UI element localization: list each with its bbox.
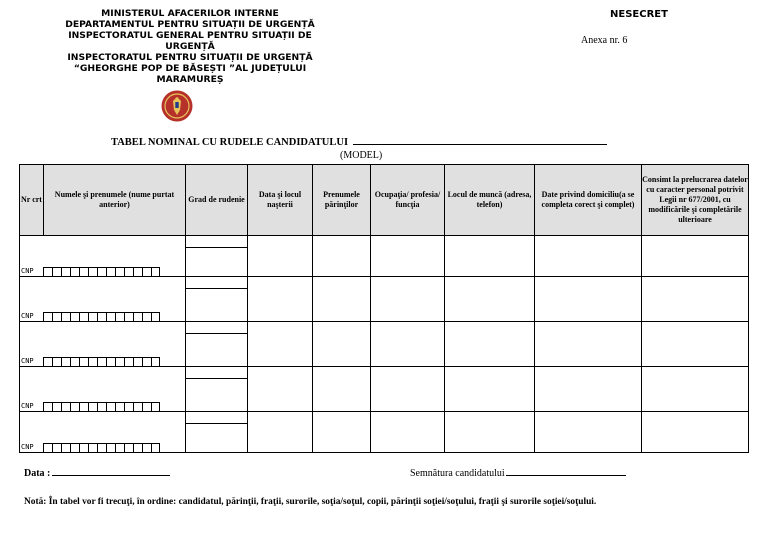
data-cell[interactable] <box>642 236 749 277</box>
cnp-digit-box[interactable] <box>142 402 151 411</box>
cnp-digit-box[interactable] <box>43 357 52 366</box>
data-cell[interactable] <box>371 277 445 322</box>
cnp-digit-box[interactable] <box>106 443 115 452</box>
cnp-field[interactable] <box>20 401 185 411</box>
cnp-digit-box[interactable] <box>115 267 124 276</box>
institution-header <box>40 8 340 85</box>
cnp-digit-box[interactable] <box>52 402 61 411</box>
coat-of-arms-icon <box>161 90 193 122</box>
cell-divider <box>186 247 247 248</box>
cnp-digit-box[interactable] <box>79 312 88 321</box>
data-cell[interactable] <box>248 322 313 367</box>
header-line-4: URGENȚĂ <box>165 41 215 52</box>
cnp-digit-box[interactable] <box>142 443 151 452</box>
table-row <box>20 412 749 453</box>
data-cell[interactable] <box>313 277 371 322</box>
header-line-1: MINISTERUL AFACERILOR INTERNE <box>101 8 279 19</box>
table-header-row <box>20 165 749 236</box>
cnp-digit-box[interactable] <box>79 267 88 276</box>
col-birth: Data şi locul naşterii <box>248 165 313 236</box>
annex-label: Anexa nr. 6 <box>581 35 628 46</box>
table-row <box>20 277 749 322</box>
data-cell[interactable] <box>642 277 749 322</box>
model-label: (MODEL) <box>340 150 383 161</box>
data-cell[interactable] <box>445 412 535 453</box>
data-cell[interactable] <box>445 367 535 412</box>
data-cell[interactable] <box>535 236 642 277</box>
name-cell[interactable] <box>20 367 186 412</box>
header-line-6: “GHEORGHE POP DE BĂSEȘTI ”AL JUDEȚULUI <box>73 63 307 74</box>
cnp-digit-box[interactable] <box>88 312 97 321</box>
cnp-digit-box[interactable] <box>97 443 106 452</box>
cnp-field[interactable] <box>20 356 185 366</box>
cnp-digit-box[interactable] <box>124 357 133 366</box>
col-consent: Consimt la prelucrarea datelor cu caracter personal potrivit Legii nr 677/2001, cu modificările şi completările ulterioare <box>642 165 749 236</box>
cnp-digit-box[interactable] <box>151 402 160 411</box>
data-cell[interactable] <box>248 412 313 453</box>
cnp-label: CNP <box>21 402 34 410</box>
cnp-digit-box[interactable] <box>97 402 106 411</box>
data-cell[interactable] <box>535 322 642 367</box>
col-parents: Prenumele părinţilor <box>313 165 371 236</box>
header-line-5: INSPECTORATUL PENTRU SITUAȚII DE URGENȚĂ <box>67 52 313 63</box>
cell-divider <box>186 333 247 334</box>
cnp-digit-box[interactable] <box>43 402 52 411</box>
cnp-digit-box[interactable] <box>133 443 142 452</box>
cnp-field[interactable] <box>20 311 185 321</box>
cnp-field[interactable] <box>20 442 185 452</box>
data-cell[interactable] <box>313 322 371 367</box>
header-line-2: DEPARTAMENTUL PENTRU SITUAȚII DE URGENȚĂ <box>65 19 315 30</box>
relationship-cell[interactable] <box>186 277 248 322</box>
header-line-3: INSPECTORATUL GENERAL PENTRU SITUAȚII DE <box>68 30 312 41</box>
cnp-digit-box[interactable] <box>88 443 97 452</box>
table-row <box>20 236 749 277</box>
cnp-digit-box[interactable] <box>115 357 124 366</box>
cnp-digit-box[interactable] <box>133 357 142 366</box>
signature-line[interactable] <box>506 466 626 476</box>
cnp-digit-box[interactable] <box>43 312 52 321</box>
cnp-digit-box[interactable] <box>115 443 124 452</box>
data-cell[interactable] <box>248 277 313 322</box>
cnp-digit-box[interactable] <box>52 357 61 366</box>
cnp-digit-box[interactable] <box>151 443 160 452</box>
col-workplace: Locul de muncă (adresa, telefon) <box>445 165 535 236</box>
data-cell[interactable] <box>445 277 535 322</box>
cnp-label: CNP <box>21 443 34 451</box>
name-cell[interactable] <box>20 277 186 322</box>
cnp-digit-box[interactable] <box>133 267 142 276</box>
cnp-digit-box[interactable] <box>151 312 160 321</box>
cnp-digit-box[interactable] <box>61 312 70 321</box>
cnp-digit-box[interactable] <box>88 402 97 411</box>
cnp-label: CNP <box>21 267 34 275</box>
signature-field <box>410 466 626 479</box>
cnp-digit-box[interactable] <box>52 443 61 452</box>
data-cell[interactable] <box>371 322 445 367</box>
col-relationship: Grad de rudenie <box>186 165 248 236</box>
data-cell[interactable] <box>642 367 749 412</box>
cnp-digit-box[interactable] <box>70 402 79 411</box>
col-occupation: Ocupaţia/ profesia/ funcţia <box>371 165 445 236</box>
cnp-digit-box[interactable] <box>151 357 160 366</box>
cnp-digit-box[interactable] <box>97 312 106 321</box>
data-cell[interactable] <box>248 367 313 412</box>
cnp-digit-box[interactable] <box>133 312 142 321</box>
cnp-digit-box[interactable] <box>61 443 70 452</box>
header-line-7: MARAMUREȘ <box>156 74 224 85</box>
page-title <box>111 135 607 148</box>
relationship-cell[interactable] <box>186 236 248 277</box>
cnp-digit-box[interactable] <box>70 312 79 321</box>
cell-divider <box>186 423 247 424</box>
date-field <box>24 466 170 479</box>
cnp-digit-box[interactable] <box>79 402 88 411</box>
cnp-digit-box[interactable] <box>133 402 142 411</box>
relationship-cell[interactable] <box>186 412 248 453</box>
cnp-digit-box[interactable] <box>43 443 52 452</box>
cnp-digit-box[interactable] <box>115 312 124 321</box>
cnp-digit-box[interactable] <box>124 402 133 411</box>
cnp-digit-box[interactable] <box>52 267 61 276</box>
cnp-digit-box[interactable] <box>70 357 79 366</box>
cnp-digit-box[interactable] <box>70 443 79 452</box>
cnp-digit-box[interactable] <box>61 402 70 411</box>
classification-label: NESECRET <box>610 9 668 20</box>
data-cell[interactable] <box>371 236 445 277</box>
relatives-table <box>19 164 749 453</box>
cnp-digit-box[interactable] <box>70 267 79 276</box>
col-name: Numele şi prenumele (nume purtat anterior) <box>44 165 186 236</box>
name-cell[interactable] <box>20 322 186 367</box>
data-cell[interactable] <box>642 322 749 367</box>
footnote: Notă: În tabel vor fi trecuţi, în ordine: candidatul, părinţii, fraţii, surorile, soţia/soţul, copii, părinţii soţiei/soţului, fraţii şi surorile soţiei/soţului. <box>24 497 597 507</box>
cnp-digit-box[interactable] <box>61 267 70 276</box>
name-cell[interactable] <box>20 236 186 277</box>
data-cell[interactable] <box>445 236 535 277</box>
cnp-digit-box[interactable] <box>124 443 133 452</box>
data-cell[interactable] <box>248 236 313 277</box>
cnp-digit-box[interactable] <box>124 312 133 321</box>
cnp-digit-box[interactable] <box>142 357 151 366</box>
data-cell[interactable] <box>445 322 535 367</box>
cnp-digit-box[interactable] <box>88 357 97 366</box>
col-domicile: Date privind domiciliu(a se completa corect şi complet) <box>535 165 642 236</box>
table-row <box>20 322 749 367</box>
cnp-label: CNP <box>21 357 34 365</box>
signature-label: Semnătura candidatului <box>410 468 505 479</box>
relationship-cell[interactable] <box>186 367 248 412</box>
data-cell[interactable] <box>535 277 642 322</box>
cell-divider <box>186 378 247 379</box>
data-cell[interactable] <box>371 412 445 453</box>
cnp-digit-box[interactable] <box>124 267 133 276</box>
cnp-digit-box[interactable] <box>115 402 124 411</box>
cnp-field[interactable] <box>20 266 185 276</box>
cnp-digit-box[interactable] <box>43 267 52 276</box>
cnp-digit-box[interactable] <box>61 357 70 366</box>
data-cell[interactable] <box>371 367 445 412</box>
cnp-digit-box[interactable] <box>106 267 115 276</box>
cnp-digit-box[interactable] <box>106 402 115 411</box>
cnp-digit-box[interactable] <box>142 312 151 321</box>
data-cell[interactable] <box>313 367 371 412</box>
cnp-digit-box[interactable] <box>79 357 88 366</box>
candidate-name-line[interactable] <box>353 135 607 145</box>
cnp-digit-box[interactable] <box>97 357 106 366</box>
date-label: Data : <box>24 468 51 479</box>
cell-divider <box>186 288 247 289</box>
cnp-digit-box[interactable] <box>97 267 106 276</box>
col-nr: Nr crt <box>20 165 44 236</box>
cnp-digit-box[interactable] <box>106 357 115 366</box>
data-cell[interactable] <box>535 412 642 453</box>
relationship-cell[interactable] <box>186 322 248 367</box>
cnp-digit-box[interactable] <box>88 267 97 276</box>
cnp-digit-box[interactable] <box>52 312 61 321</box>
date-line[interactable] <box>52 466 170 476</box>
cnp-digit-box[interactable] <box>79 443 88 452</box>
data-cell[interactable] <box>535 367 642 412</box>
title-text: TABEL NOMINAL CU RUDELE CANDIDATULUI <box>111 137 349 148</box>
data-cell[interactable] <box>642 412 749 453</box>
cnp-digit-box[interactable] <box>142 267 151 276</box>
cnp-digit-box[interactable] <box>106 312 115 321</box>
data-cell[interactable] <box>313 412 371 453</box>
data-cell[interactable] <box>313 236 371 277</box>
cnp-digit-box[interactable] <box>151 267 160 276</box>
table-row <box>20 367 749 412</box>
cnp-label: CNP <box>21 312 34 320</box>
name-cell[interactable] <box>20 412 186 453</box>
